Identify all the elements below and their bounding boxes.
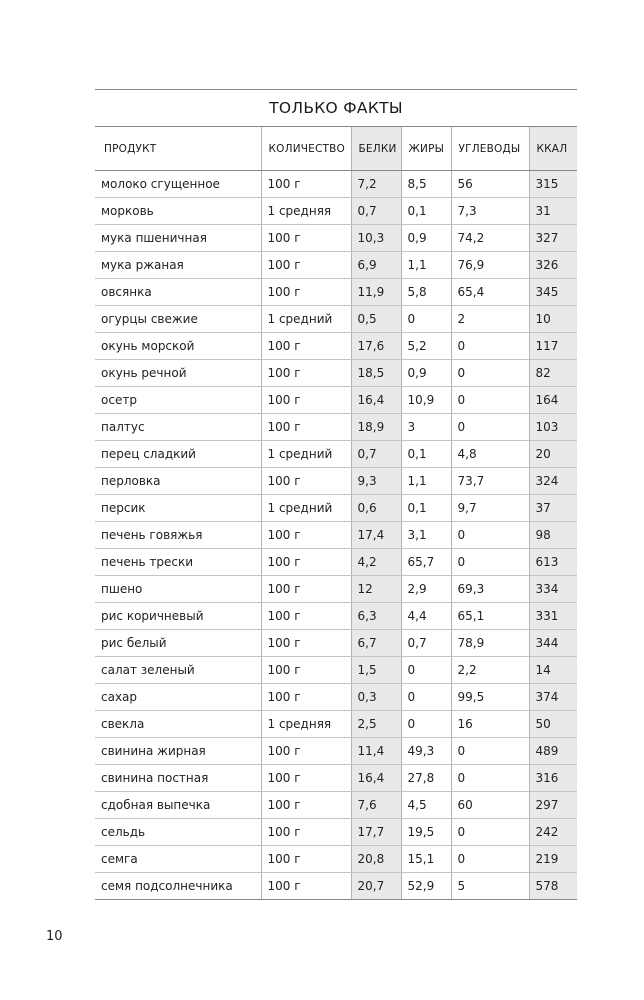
table-row [95, 279, 577, 306]
cell-product: пшено [95, 576, 261, 603]
cell-fat: 2,9 [401, 576, 451, 603]
table-row [95, 198, 577, 225]
cell-kcal: 374 [529, 684, 577, 711]
cell-carbs: 0 [451, 549, 529, 576]
cell-fat: 0,9 [401, 225, 451, 252]
cell-quantity: 100 г [261, 792, 351, 819]
cell-product: морковь [95, 198, 261, 225]
table-row [95, 630, 577, 657]
table-row [95, 657, 577, 684]
cell-quantity: 100 г [261, 414, 351, 441]
cell-carbs: 56 [451, 171, 529, 198]
cell-protein: 4,2 [351, 549, 401, 576]
cell-quantity: 100 г [261, 360, 351, 387]
cell-protein: 16,4 [351, 387, 401, 414]
cell-protein: 6,9 [351, 252, 401, 279]
cell-quantity: 100 г [261, 225, 351, 252]
cell-fat: 49,3 [401, 738, 451, 765]
cell-carbs: 5 [451, 873, 529, 900]
cell-fat: 0,7 [401, 630, 451, 657]
cell-protein: 11,4 [351, 738, 401, 765]
cell-product: палтус [95, 414, 261, 441]
cell-fat: 52,9 [401, 873, 451, 900]
header-row [95, 127, 577, 171]
table-row [95, 819, 577, 846]
cell-carbs: 0 [451, 819, 529, 846]
cell-protein: 0,6 [351, 495, 401, 522]
cell-kcal: 324 [529, 468, 577, 495]
cell-carbs: 69,3 [451, 576, 529, 603]
cell-fat: 0,9 [401, 360, 451, 387]
cell-protein: 0,7 [351, 198, 401, 225]
cell-quantity: 1 средняя [261, 711, 351, 738]
cell-carbs: 76,9 [451, 252, 529, 279]
cell-kcal: 98 [529, 522, 577, 549]
page-number: 10 [46, 929, 63, 944]
cell-carbs: 0 [451, 738, 529, 765]
table-row [95, 711, 577, 738]
cell-product: семга [95, 846, 261, 873]
cell-carbs: 0 [451, 333, 529, 360]
cell-carbs: 7,3 [451, 198, 529, 225]
cell-kcal: 327 [529, 225, 577, 252]
cell-kcal: 37 [529, 495, 577, 522]
cell-kcal: 331 [529, 603, 577, 630]
cell-carbs: 99,5 [451, 684, 529, 711]
cell-quantity: 100 г [261, 657, 351, 684]
cell-fat: 1,1 [401, 468, 451, 495]
cell-protein: 2,5 [351, 711, 401, 738]
facts-table-block [95, 89, 577, 900]
cell-fat: 0 [401, 306, 451, 333]
cell-quantity: 100 г [261, 738, 351, 765]
cell-product: свинина жирная [95, 738, 261, 765]
cell-product: окунь морской [95, 333, 261, 360]
cell-kcal: 20 [529, 441, 577, 468]
cell-protein: 7,2 [351, 171, 401, 198]
cell-protein: 17,6 [351, 333, 401, 360]
header-carbs: УГЛЕВОДЫ [451, 127, 529, 171]
cell-carbs: 60 [451, 792, 529, 819]
cell-product: мука пшеничная [95, 225, 261, 252]
cell-fat: 5,8 [401, 279, 451, 306]
cell-protein: 12 [351, 576, 401, 603]
table-row [95, 522, 577, 549]
cell-quantity: 100 г [261, 468, 351, 495]
table-row [95, 792, 577, 819]
cell-kcal: 344 [529, 630, 577, 657]
cell-product: сельдь [95, 819, 261, 846]
cell-protein: 17,7 [351, 819, 401, 846]
cell-quantity: 100 г [261, 765, 351, 792]
cell-kcal: 103 [529, 414, 577, 441]
cell-fat: 0,1 [401, 198, 451, 225]
cell-fat: 0,1 [401, 495, 451, 522]
cell-fat: 1,1 [401, 252, 451, 279]
cell-quantity: 100 г [261, 171, 351, 198]
cell-quantity: 100 г [261, 576, 351, 603]
table-row [95, 171, 577, 198]
cell-quantity: 100 г [261, 279, 351, 306]
cell-kcal: 164 [529, 387, 577, 414]
cell-fat: 0 [401, 684, 451, 711]
cell-quantity: 1 средняя [261, 198, 351, 225]
cell-kcal: 334 [529, 576, 577, 603]
cell-fat: 0,1 [401, 441, 451, 468]
cell-kcal: 31 [529, 198, 577, 225]
cell-product: осетр [95, 387, 261, 414]
cell-product: перловка [95, 468, 261, 495]
cell-kcal: 82 [529, 360, 577, 387]
cell-fat: 10,9 [401, 387, 451, 414]
cell-product: свинина постная [95, 765, 261, 792]
cell-fat: 4,4 [401, 603, 451, 630]
cell-protein: 10,3 [351, 225, 401, 252]
cell-fat: 3,1 [401, 522, 451, 549]
cell-fat: 5,2 [401, 333, 451, 360]
table-title: ТОЛЬКО ФАКТЫ [95, 90, 577, 127]
cell-fat: 0 [401, 657, 451, 684]
cell-protein: 7,6 [351, 792, 401, 819]
cell-kcal: 345 [529, 279, 577, 306]
cell-fat: 3 [401, 414, 451, 441]
cell-product: молоко сгущенное [95, 171, 261, 198]
cell-product: печень трески [95, 549, 261, 576]
table-body [95, 171, 577, 900]
cell-quantity: 100 г [261, 846, 351, 873]
table-row [95, 495, 577, 522]
cell-carbs: 74,2 [451, 225, 529, 252]
table-row [95, 306, 577, 333]
cell-quantity: 100 г [261, 252, 351, 279]
table-row [95, 684, 577, 711]
table-row [95, 360, 577, 387]
cell-kcal: 297 [529, 792, 577, 819]
table-row [95, 765, 577, 792]
cell-protein: 6,7 [351, 630, 401, 657]
cell-product: печень говяжья [95, 522, 261, 549]
cell-product: сдобная выпечка [95, 792, 261, 819]
cell-fat: 27,8 [401, 765, 451, 792]
cell-kcal: 117 [529, 333, 577, 360]
table-row [95, 873, 577, 900]
cell-carbs: 65,1 [451, 603, 529, 630]
cell-fat: 65,7 [401, 549, 451, 576]
cell-protein: 9,3 [351, 468, 401, 495]
cell-carbs: 4,8 [451, 441, 529, 468]
table-row [95, 252, 577, 279]
table-row [95, 441, 577, 468]
cell-kcal: 326 [529, 252, 577, 279]
cell-fat: 8,5 [401, 171, 451, 198]
cell-carbs: 65,4 [451, 279, 529, 306]
cell-fat: 0 [401, 711, 451, 738]
table-row [95, 549, 577, 576]
cell-quantity: 100 г [261, 549, 351, 576]
cell-quantity: 100 г [261, 873, 351, 900]
cell-quantity: 100 г [261, 819, 351, 846]
cell-carbs: 0 [451, 765, 529, 792]
cell-protein: 20,8 [351, 846, 401, 873]
cell-product: перец сладкий [95, 441, 261, 468]
cell-quantity: 100 г [261, 630, 351, 657]
cell-carbs: 0 [451, 387, 529, 414]
cell-kcal: 242 [529, 819, 577, 846]
header-product: ПРОДУКТ [95, 127, 261, 171]
cell-product: персик [95, 495, 261, 522]
header-kcal: ККАЛ [529, 127, 577, 171]
cell-carbs: 0 [451, 846, 529, 873]
cell-product: семя подсолнечника [95, 873, 261, 900]
table-row [95, 414, 577, 441]
cell-quantity: 1 средний [261, 495, 351, 522]
table-row [95, 738, 577, 765]
table-row [95, 387, 577, 414]
cell-product: сахар [95, 684, 261, 711]
table-row [95, 333, 577, 360]
table-row [95, 576, 577, 603]
cell-carbs: 0 [451, 360, 529, 387]
cell-protein: 0,5 [351, 306, 401, 333]
cell-carbs: 73,7 [451, 468, 529, 495]
cell-product: мука ржаная [95, 252, 261, 279]
cell-protein: 17,4 [351, 522, 401, 549]
cell-kcal: 50 [529, 711, 577, 738]
cell-quantity: 1 средний [261, 306, 351, 333]
cell-protein: 1,5 [351, 657, 401, 684]
cell-quantity: 100 г [261, 333, 351, 360]
cell-protein: 11,9 [351, 279, 401, 306]
cell-quantity: 1 средний [261, 441, 351, 468]
cell-kcal: 14 [529, 657, 577, 684]
cell-product: огурцы свежие [95, 306, 261, 333]
cell-fat: 4,5 [401, 792, 451, 819]
cell-quantity: 100 г [261, 522, 351, 549]
cell-quantity: 100 г [261, 603, 351, 630]
header-protein: БЕЛКИ [351, 127, 401, 171]
cell-kcal: 578 [529, 873, 577, 900]
cell-product: рис коричневый [95, 603, 261, 630]
cell-protein: 0,3 [351, 684, 401, 711]
cell-protein: 18,9 [351, 414, 401, 441]
cell-carbs: 2 [451, 306, 529, 333]
cell-product: свекла [95, 711, 261, 738]
cell-protein: 0,7 [351, 441, 401, 468]
table-row [95, 468, 577, 495]
cell-kcal: 489 [529, 738, 577, 765]
cell-kcal: 10 [529, 306, 577, 333]
cell-product: окунь речной [95, 360, 261, 387]
cell-protein: 18,5 [351, 360, 401, 387]
cell-fat: 19,5 [401, 819, 451, 846]
cell-carbs: 0 [451, 522, 529, 549]
cell-carbs: 78,9 [451, 630, 529, 657]
cell-carbs: 2,2 [451, 657, 529, 684]
cell-carbs: 16 [451, 711, 529, 738]
header-fat: ЖИРЫ [401, 127, 451, 171]
cell-kcal: 613 [529, 549, 577, 576]
cell-product: салат зеленый [95, 657, 261, 684]
table-row [95, 846, 577, 873]
cell-product: овсянка [95, 279, 261, 306]
cell-kcal: 315 [529, 171, 577, 198]
cell-quantity: 100 г [261, 387, 351, 414]
cell-kcal: 316 [529, 765, 577, 792]
cell-protein: 6,3 [351, 603, 401, 630]
cell-carbs: 0 [451, 414, 529, 441]
header-quantity: КОЛИЧЕСТВО [261, 127, 351, 171]
cell-quantity: 100 г [261, 684, 351, 711]
cell-product: рис белый [95, 630, 261, 657]
cell-protein: 16,4 [351, 765, 401, 792]
cell-protein: 20,7 [351, 873, 401, 900]
table-row [95, 225, 577, 252]
nutrition-table [95, 127, 577, 900]
cell-fat: 15,1 [401, 846, 451, 873]
cell-carbs: 9,7 [451, 495, 529, 522]
cell-kcal: 219 [529, 846, 577, 873]
table-row [95, 603, 577, 630]
